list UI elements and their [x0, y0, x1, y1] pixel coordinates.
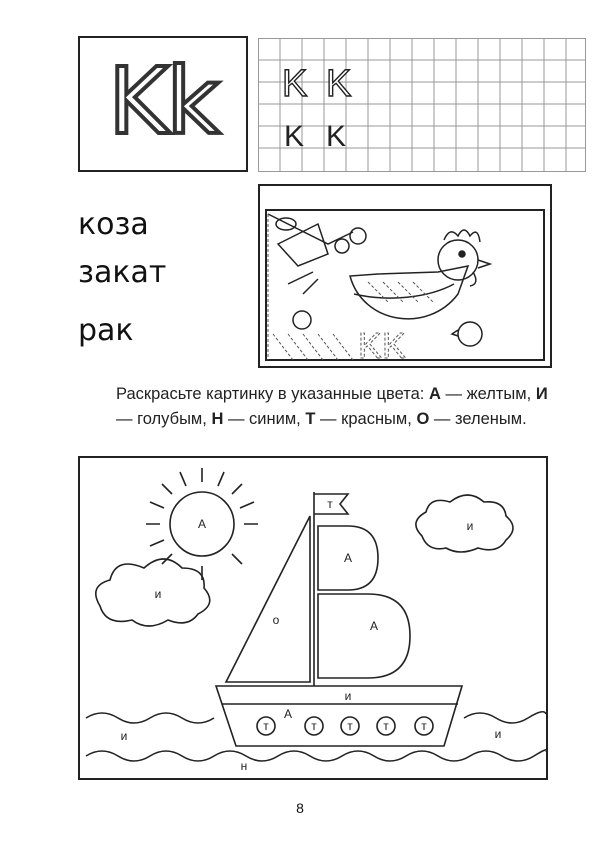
flag-label: т [327, 497, 333, 511]
instruction-i: И [535, 385, 548, 403]
grid-letter-4: K [326, 120, 347, 153]
rooster-picture [258, 184, 552, 368]
copybook-grid [258, 38, 586, 172]
instruction-t-color: — красным, [315, 410, 417, 428]
instruction-a-color: — желтым, [440, 385, 536, 403]
big-letter-text: Kk [108, 48, 218, 155]
big-letter [80, 48, 246, 155]
bottom-label: н [240, 759, 248, 773]
word-1: коза [78, 207, 149, 242]
porthole-label-1: т [263, 719, 269, 733]
porthole-label-2: т [311, 719, 317, 733]
letter-box [78, 36, 248, 172]
right-cloud-label: и [466, 519, 474, 533]
word-3: рак [78, 313, 134, 348]
jib-label: о [272, 613, 280, 627]
right-cloud [416, 495, 513, 552]
grid-letter-2: K [326, 63, 352, 105]
instruction-text [78, 382, 548, 432]
word-2: закат [78, 255, 167, 290]
deck-label: А [283, 707, 293, 721]
sailboat-picture [78, 456, 548, 780]
instruction-i-color: — голубым, [116, 410, 212, 428]
instruction-t: Т [305, 410, 316, 428]
grid-letter-1: K [282, 63, 308, 105]
boat-hull [216, 686, 462, 746]
instruction-n-color: — синим, [223, 410, 306, 428]
left-cloud-label: и [154, 587, 162, 601]
instruction-o: О [416, 410, 430, 428]
instruction-n: Н [211, 410, 224, 428]
grid-letter-3: K [284, 120, 305, 153]
sail-bottom [318, 594, 410, 678]
porthole-label-5: т [421, 719, 427, 733]
water-left-label: и [120, 729, 128, 743]
left-cloud [96, 559, 210, 626]
sail-top-label: А [343, 551, 353, 565]
sun-label: А [197, 517, 207, 531]
porthole-label-4: т [383, 719, 389, 733]
page-number: 8 [296, 800, 304, 816]
sail-bottom-label: А [369, 619, 379, 633]
hull-label: и [344, 689, 352, 703]
porthole-label-3: т [347, 719, 353, 733]
water-right-label: и [494, 727, 502, 741]
picture1-letters: KK [358, 325, 407, 366]
jib-sail [226, 516, 310, 682]
instruction-a: А [428, 385, 441, 403]
instruction-prefix: Раскрасьте картинку в указанные цвета: [116, 385, 429, 403]
instruction-o-color: — зеленым. [429, 410, 527, 428]
